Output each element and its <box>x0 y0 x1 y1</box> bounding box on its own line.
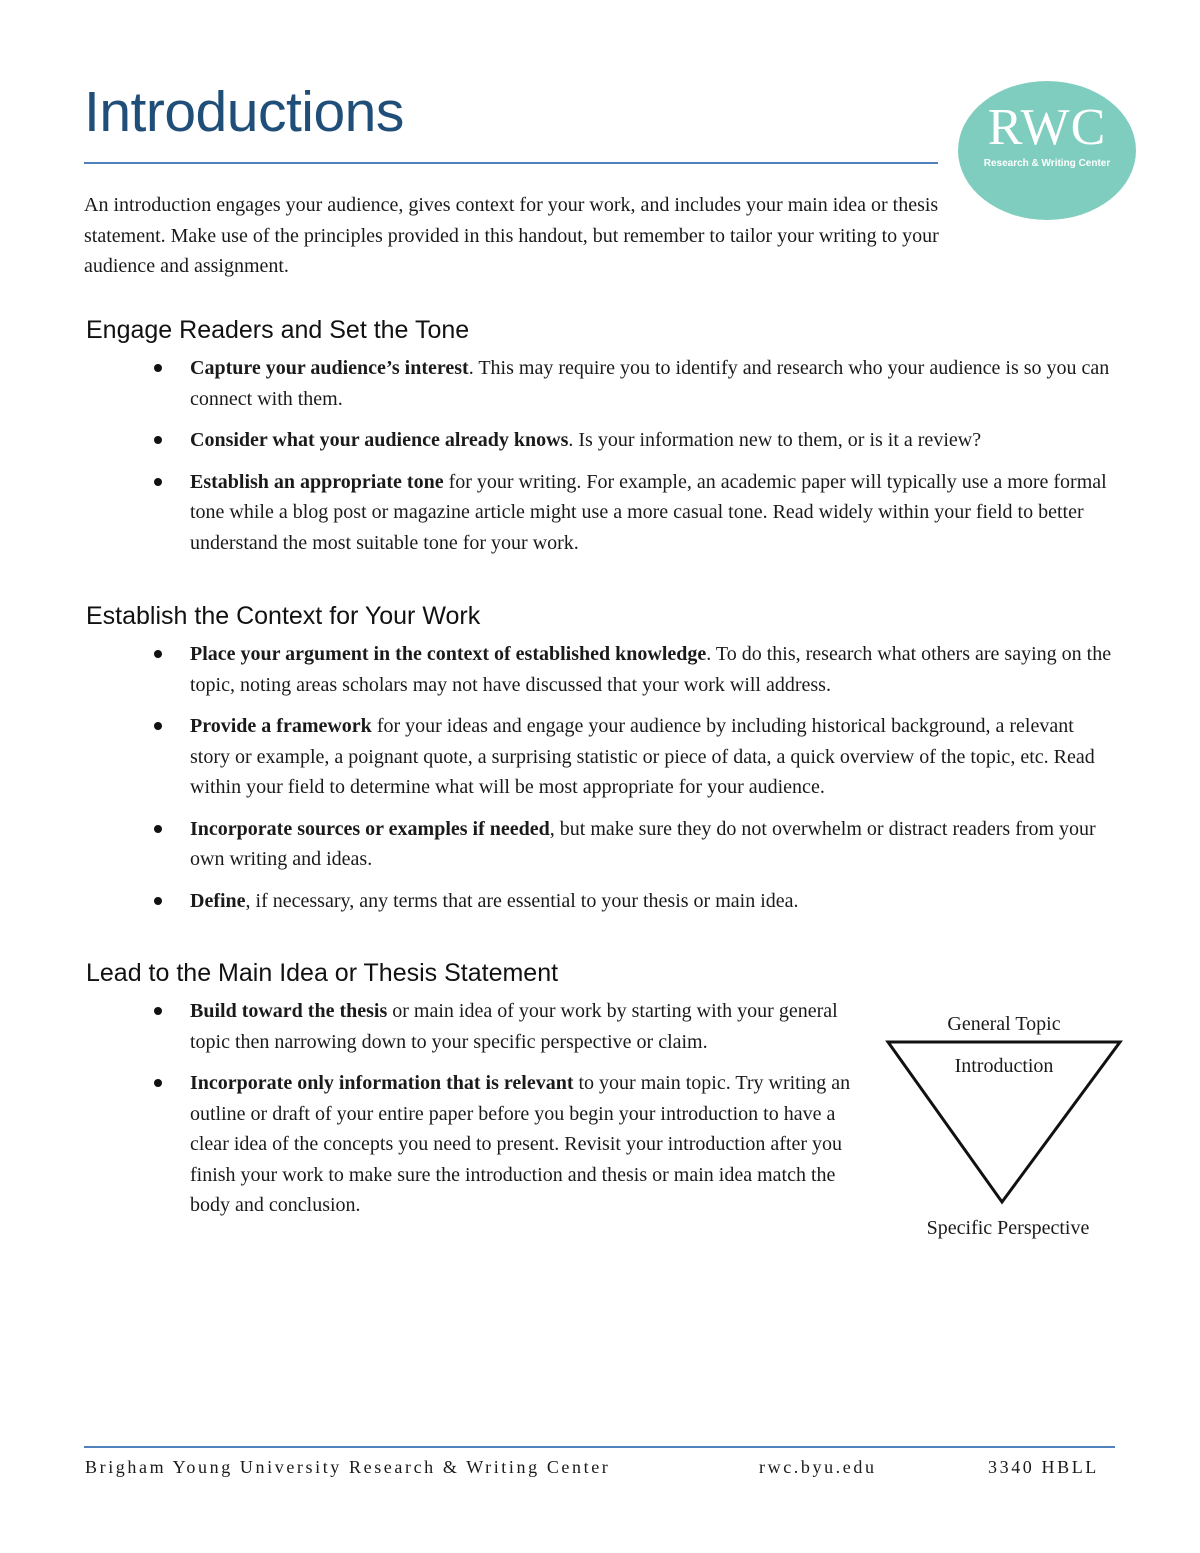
bullet-text: for your ideas and engage your audience by including historical background, a relevant story or example, a poignant quote, a surprising statistic or piece of data, a quick overview of the topic, etc. Read within your field to determine what will be most appropriate for your audience. <box>190 715 1095 798</box>
bullet-text: . To do this, research what others are saying on the topic, noting areas scholars may not have discussed that your work will address. <box>190 643 1112 696</box>
footer-location: 3340 HBLL <box>988 1457 1099 1477</box>
bullet-bold: Place your argument in the context of established knowledge <box>190 643 707 665</box>
list-item <box>152 814 1118 875</box>
bullet-text: to your main topic. Try writing an outline or draft of your entire paper before you begin your introduction to have a clear idea of the concepts you need to present. Revisit your introduction after you finish your work to make sure the introduction and thesis or main idea match the body and conclusion. <box>190 1072 851 1216</box>
bullet-bold: Consider what your audience already knows <box>190 429 569 451</box>
bullet-list-engage <box>152 353 1118 569</box>
funnel-inner-label: Introduction <box>954 1055 1054 1077</box>
section-heading-engage: Engage Readers and Set the Tone <box>86 316 470 344</box>
list-item <box>152 886 1118 917</box>
bullet-text: . This may require you to identify and research who your audience is so you can connect with them. <box>190 357 1110 410</box>
bullet-bold: Establish an appropriate tone <box>190 470 444 493</box>
bullet-text: , but make sure they do not overwhelm or distract readers from your own writing and ideas. <box>190 817 1096 870</box>
list-item <box>152 353 1118 414</box>
list-item <box>152 639 1118 700</box>
bullet-bold: Provide a framework <box>190 715 372 737</box>
page-title: Introductions <box>84 80 404 144</box>
bullet-bold: Incorporate only information that is relevant <box>190 1072 574 1094</box>
rwc-logo-text: RWC <box>987 99 1107 156</box>
section-heading-context: Establish the Context for Your Work <box>86 602 481 630</box>
bullet-text: , if necessary, any terms that are essential to your thesis or main idea. <box>245 889 799 912</box>
funnel-bottom-label: Specific Perspective <box>926 1217 1090 1239</box>
section-heading-thesis: Lead to the Main Idea or Thesis Statement <box>86 959 559 987</box>
bullet-text: or main idea of your work by starting with your general topic then narrowing down to your specific perspective or claim. <box>190 1000 838 1053</box>
bullet-list-thesis <box>152 996 868 1232</box>
bullet-bold: Incorporate sources or examples if needed <box>190 817 550 840</box>
list-item <box>152 425 1118 456</box>
bullet-text: for your writing. For example, an academic paper will typically use a more formal tone while a blog post or magazine article might use a more casual tone. Read widely within your field to better understand the most suitable tone for your work. <box>190 470 1107 554</box>
bullet-bold: Define <box>190 889 246 912</box>
bullet-bold: Build toward the thesis <box>190 1000 388 1022</box>
title-divider <box>84 162 938 164</box>
footer-url: rwc.byu.edu <box>759 1457 877 1477</box>
bullet-bold: Capture your audience’s interest <box>190 357 469 379</box>
intro-paragraph: An introduction engages your audience, gives context for your work, and includes your main idea or thesis statement. Make use of the principles provided in this handout, but remember to tailor your writing to your audience and assignment. <box>84 194 939 277</box>
list-item <box>152 467 1118 559</box>
list-item <box>152 996 868 1057</box>
funnel-top-label: General Topic <box>947 1013 1061 1035</box>
rwc-logo-subtitle: Research & Writing Center <box>983 158 1111 169</box>
footer-divider <box>84 1446 1115 1448</box>
footer-org: Brigham Young University Research & Writing Center <box>85 1457 611 1477</box>
bullet-list-context <box>152 639 1118 927</box>
list-item <box>152 711 1118 803</box>
list-item <box>152 1068 868 1221</box>
bullet-text: . Is your information new to them, or is it a review? <box>568 429 982 451</box>
